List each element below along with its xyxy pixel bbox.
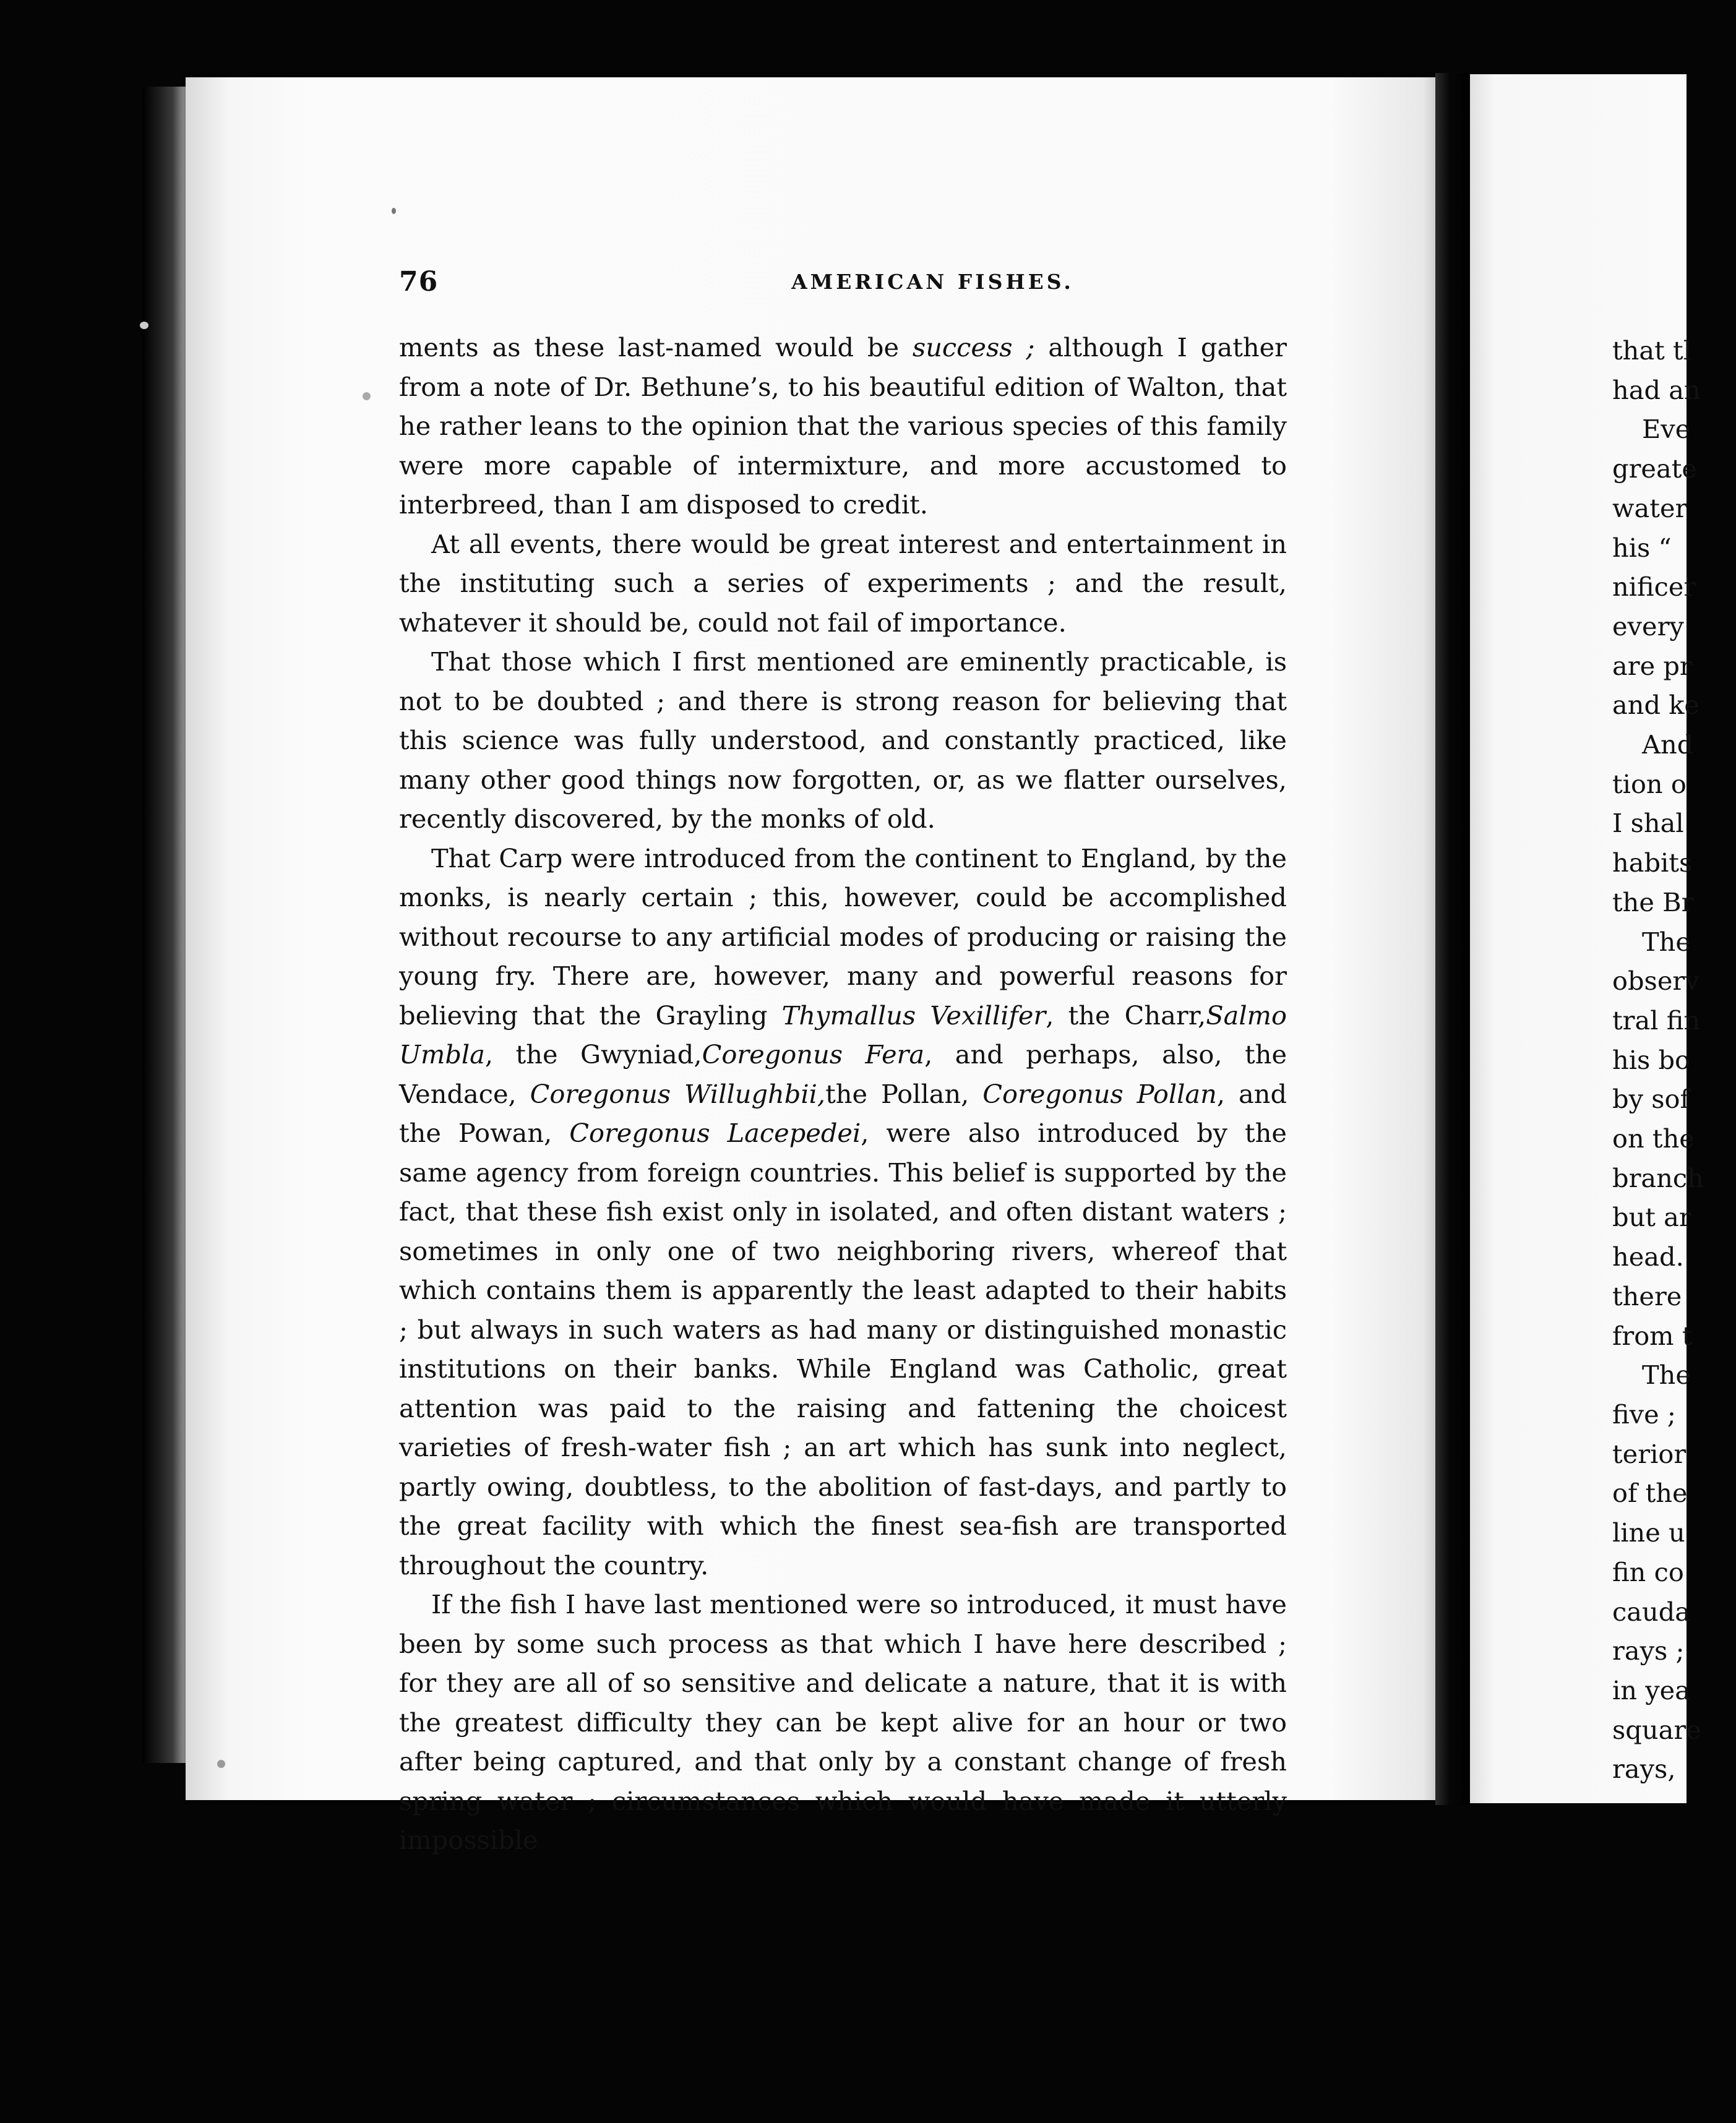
paragraph — [399, 525, 1287, 643]
paper-speck — [217, 1760, 225, 1768]
paragraph — [399, 328, 1287, 525]
text-run: , the Gwyniad, — [484, 1039, 702, 1070]
facing-page-line: on the — [1612, 1123, 1695, 1154]
facing-page-line: cauda — [1612, 1596, 1691, 1627]
italic-text: Salmo Umbla — [399, 1000, 1287, 1070]
facing-page-line: And — [1642, 729, 1694, 760]
paper-speck — [392, 208, 396, 214]
facing-page-line: habits — [1612, 847, 1693, 878]
facing-page-line: branch — [1612, 1162, 1704, 1193]
italic-text: Thymallus Vexillifer — [781, 1000, 1046, 1031]
paragraph — [399, 839, 1287, 1585]
facing-page-line: tral fin — [1612, 1005, 1701, 1036]
text-run: At all events, there would be great interest and entertainment in the instituting such a series of experiments ; and the result, whatever it should be, could not fail of importance. — [399, 528, 1287, 638]
italic-text: success ; — [912, 332, 1035, 362]
facing-page-line: there — [1612, 1280, 1682, 1311]
page-number: 76 — [399, 266, 439, 298]
facing-page-line: but ar — [1612, 1202, 1691, 1233]
text-run: That those which I first mentioned are eminently practicable, is not to be doubted ; and there is strong reason for believing that this science was fully understood, and constantly practiced, like many other good things now forgotten, or, as we flatter ourselves, recently discovered, by the monks of old. — [399, 646, 1287, 834]
text-run: That Carp were introduced from the continent to England, by the monks, is nearly certain ; this, however, could be accomplished without recourse to any artificial modes of producing or raising the young fry. There are, however, many and powerful reasons for believing that the Grayling — [399, 843, 1287, 1031]
italic-text: Coregonus Willughbii, — [530, 1078, 826, 1109]
running-head: AMERICAN FISHES. — [791, 270, 1074, 294]
facing-page-line: by sof — [1612, 1084, 1690, 1115]
facing-page-line: rays, — [1612, 1754, 1676, 1785]
paper-speck — [363, 392, 371, 400]
facing-page-line: every — [1612, 611, 1684, 641]
facing-page-line: that tl — [1612, 335, 1691, 366]
facing-page-line: line u — [1612, 1517, 1685, 1548]
text-run: , the Charr, — [1046, 1000, 1206, 1031]
paper-speck — [140, 322, 148, 329]
facing-page-line: the Br — [1612, 886, 1694, 917]
book-spine — [1435, 73, 1470, 1805]
facing-page-text — [1612, 331, 1736, 1789]
facing-page-line: five ; — [1612, 1399, 1676, 1430]
facing-page-line: observ — [1612, 966, 1699, 997]
text-run: the Pollan, — [825, 1078, 983, 1109]
paragraph — [399, 642, 1287, 839]
facing-page-line: nificer — [1612, 572, 1696, 603]
facing-page-line: rays ; — [1612, 1636, 1685, 1666]
paragraph — [399, 1585, 1287, 1860]
facing-page-line: are pr — [1612, 650, 1692, 681]
text-run: If the fish I have last mentioned were so introduced, it must have been by some such process as that which I have here described ; for they are all of so sensitive and delicate a nature, that it is with the greatest difficulty they can be kept alive for an hour or two after being captured, and that only by a constant change of fresh spring water ; circumstances which would have made it utterly impossible — [399, 1589, 1287, 1855]
facing-page-line: terior — [1612, 1438, 1687, 1469]
facing-page-line: from t — [1612, 1320, 1693, 1351]
facing-page-line: in yea — [1612, 1675, 1690, 1705]
text-run: , were also introduced by the same agency from foreign countries. This belief is supported by the fact, that these fish exist only in isolated, and often distant waters ; sometimes in only one of two neighboring rivers, whereof that which contains them is apparently the least adapted to their habits ; but always in such waters as had many or distinguished monastic institutions on their banks. While England was Catholic, great attention was paid to the raising and fattening the choicest varieties of fresh-water fish ; an art which has sunk into neglect, partly owing, doubtless, to the abolition of fast-days, and partly to the great facility with which the finest sea-fish are transported throughout the country. — [399, 1118, 1287, 1580]
body-text — [399, 328, 1287, 1860]
facing-page-line: Eve — [1642, 414, 1691, 445]
facing-page-line: I shal — [1612, 808, 1684, 839]
facing-page-line: his bo — [1612, 1044, 1691, 1075]
facing-page-line: greate — [1612, 453, 1697, 484]
facing-page-line: fin co — [1612, 1556, 1684, 1587]
page-header — [399, 266, 1466, 303]
facing-page-line: had an — [1612, 374, 1701, 405]
facing-page-line: The — [1642, 1360, 1691, 1391]
facing-page-line: square — [1612, 1714, 1701, 1745]
book-binding-gutter — [142, 87, 186, 1763]
facing-page-line: his “ — [1612, 532, 1672, 563]
text-run: , and perhaps, also, the Vendace, — [399, 1039, 1287, 1109]
facing-page-line: head. — [1612, 1242, 1684, 1272]
facing-page-line: of the — [1612, 1478, 1688, 1509]
facing-page-line: The — [1642, 926, 1691, 957]
italic-text: Coregonus Lacepedei — [569, 1118, 861, 1148]
text-run: although I gather from a note of Dr. Bethune’s, to his beautiful edition of Walton, that he rather leans to the opinion that the various species of this family were more capable of intermixture, and more accustomed to interbreed, than I am disposed to credit. — [399, 332, 1287, 520]
facing-page-line: tion o — [1612, 768, 1687, 799]
italic-text: Coregonus Pollan — [982, 1078, 1217, 1109]
text-run: ments as these last-named would be — [399, 332, 913, 362]
facing-page-line: water — [1612, 492, 1688, 523]
italic-text: Coregonus Fera — [702, 1039, 925, 1070]
facing-page-line: and ke — [1612, 690, 1699, 721]
text-run: , and the Powan, — [399, 1078, 1287, 1148]
